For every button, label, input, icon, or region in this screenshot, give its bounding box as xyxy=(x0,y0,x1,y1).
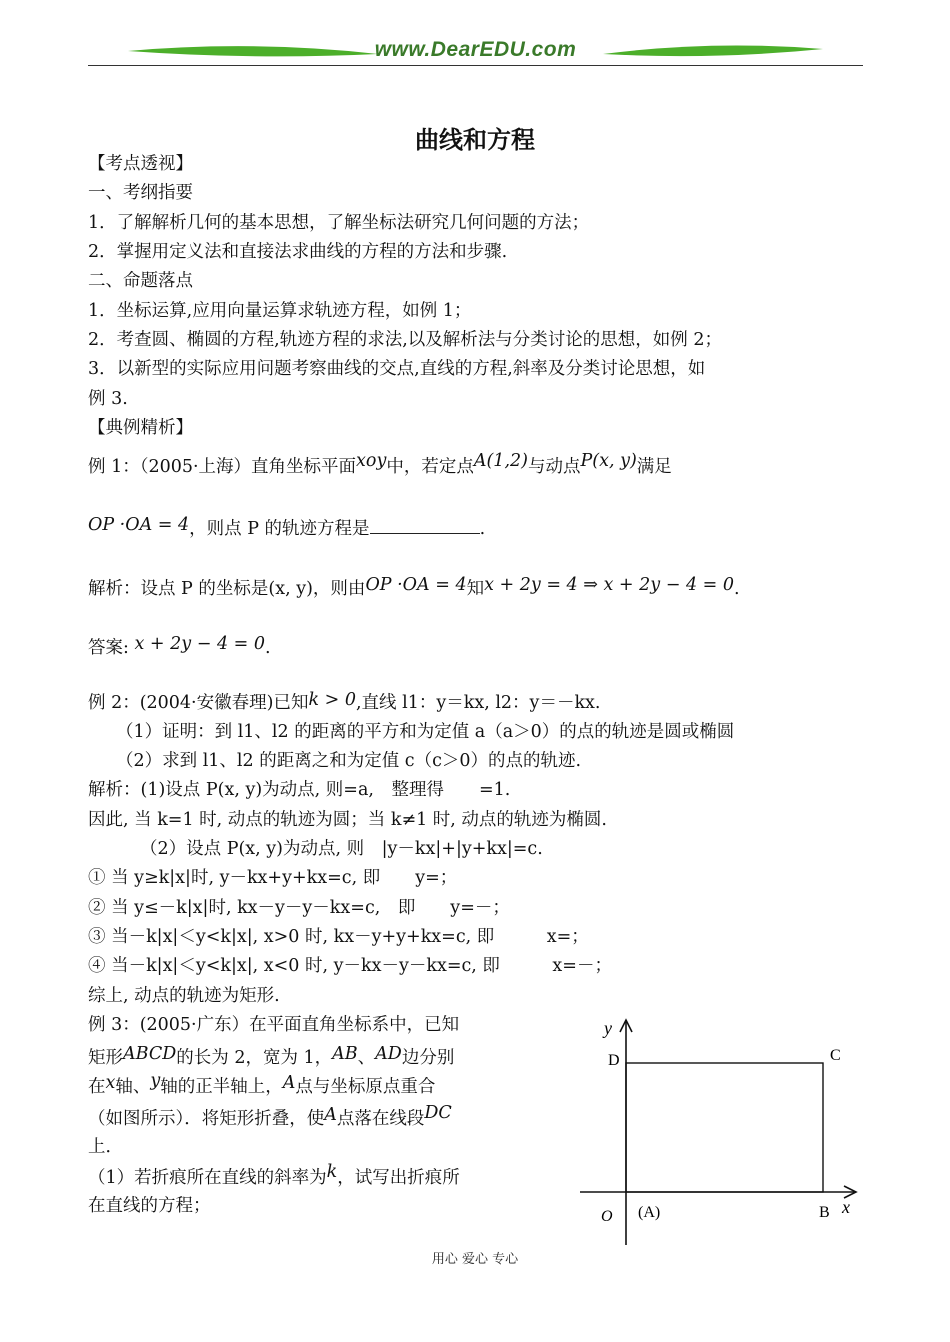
math-point-a: A(1,2) xyxy=(473,451,528,471)
math-k-positive: k > 0 xyxy=(308,690,356,710)
example-3-question-1: （1）若折痕所在直线的斜率为k，试写出折痕所 xyxy=(88,1162,460,1188)
solution-2-conclusion: 综上, 动点的轨迹为矩形. xyxy=(88,986,280,1006)
y-axis-label: y xyxy=(604,1018,612,1038)
math-dot-product: OP ·OA = 4 xyxy=(88,515,190,535)
example-3-line-3: 在x轴、y轴的正半轴上，A点与坐标原点重合 xyxy=(88,1071,436,1097)
site-brand: www.DearEDU.com xyxy=(374,38,577,61)
math-derivation: x + 2y = 4 ⇒ x + 2y − 4 = 0 xyxy=(484,575,735,595)
solution-2-line-2: 因此, 当 k=1 时, 动点的轨迹为圆；当 k≠1 时, 动点的轨迹为椭圆. xyxy=(88,810,607,830)
example-1-condition: OP ·OA = 4，则点 P 的轨迹方程是 . xyxy=(88,515,486,539)
example-3-line-2: 矩形ABCD的长为 2，宽为 1，AB、AD边分别 xyxy=(88,1044,455,1068)
x-axis-label: x xyxy=(842,1197,850,1217)
example-2-question-1: （1）证明：到 l1、l2 的距离的平方和为定值 a（a＞0）的点的轨迹是圆或椭圆 xyxy=(116,722,735,742)
point-a-label: (A) xyxy=(638,1204,661,1221)
syllabus-item-2: 2．掌握用定义法和直接法求曲线的方程的方法和步骤. xyxy=(88,242,508,262)
solution-2-case-2: ② 当 y≤－k|x|时, kx－y－y－kx=c, 即 y=－； xyxy=(88,898,510,918)
focus-item-3: 3．以新型的实际应用问题考察曲线的交点,直线的方程,斜率及分类讨论思想，如 xyxy=(88,359,706,379)
example-3-line-1: 例 3：(2005·广东）在平面直角坐标系中，已知 xyxy=(88,1015,460,1035)
solution-2-line-1: 解析：(1)设点 P(x, y)为动点, 则=a, 整理得 =1. xyxy=(88,780,511,800)
origin-label: O xyxy=(601,1208,613,1225)
solution-2-case-3: ③ 当－k|x|＜y<k|x|, x>0 时, kx－y+y+kx=c, 即 x=； xyxy=(88,927,589,947)
focus-item-1: 1．坐标运算,应用向量运算求轨迹方程，如例 1； xyxy=(88,301,472,321)
solution-2-case-4: ④ 当－k|x|＜y<k|x|, x<0 时, y－kx－y－kx=c, 即 x=－； xyxy=(88,956,612,976)
answer-blank xyxy=(370,519,480,534)
example-3-line-5: 上． xyxy=(88,1137,123,1157)
rectangle-figure xyxy=(580,1010,870,1255)
page-title: 曲线和方程 xyxy=(415,125,535,154)
solution-2-case-1: ① 当 y≥k|x|时, y－kx+y+kx=c, 即 y=； xyxy=(88,868,458,888)
focus-item-3-cont: 例 3. xyxy=(88,389,128,409)
example-1-solution: 解析：设点 P 的坐标是(x, y)，则由OP ·OA = 4知x + 2y = 4 ⇒ x + 2y − 4 = 0. xyxy=(88,575,740,599)
page-header xyxy=(88,30,863,70)
math-point-p: P(x, y) xyxy=(580,451,637,471)
point-c-label: C xyxy=(830,1047,841,1064)
math-answer: x + 2y − 4 = 0 xyxy=(134,634,266,654)
example-2-question-2: （2）求到 l1、l2 的距离之和为定值 c（c＞0）的点的轨迹. xyxy=(116,751,582,771)
math-dot-product-2: OP ·OA = 4 xyxy=(365,575,467,595)
math-xoy: xoy xyxy=(356,451,387,471)
rectangle-abcd xyxy=(626,1063,823,1192)
subsection-focus: 二、命题落点 xyxy=(88,271,193,291)
example-3-question-1-cont: 在直线的方程； xyxy=(88,1196,211,1216)
example-1-statement: 例 1：（2005·上海）直角坐标平面xoy中，若定点A(1,2)与动点P(x, y)满足 xyxy=(88,451,672,477)
section-heading-examples: 【典例精析】 xyxy=(88,418,193,438)
syllabus-item-1: 1．了解解析几何的基本思想，了解坐标法研究几何问题的方法； xyxy=(88,213,590,233)
example-2-statement: 例 2：(2004·安徽春理)已知k > 0,直线 l1：y＝kx, l2：y＝－kx. xyxy=(88,690,601,713)
subsection-syllabus: 一、考纲指要 xyxy=(88,183,193,203)
point-b-label: B xyxy=(819,1204,830,1221)
example-1-answer: 答案: x + 2y − 4 = 0. xyxy=(88,634,271,658)
focus-item-2: 2．考查圆、椭圆的方程,轨迹方程的求法,以及解析法与分类讨论的思想，如例 2； xyxy=(88,330,722,350)
section-heading-exam-points: 【考点透视】 xyxy=(88,154,193,174)
example-3-line-4: （如图所示）．将矩形折叠，使A点落在线段DC xyxy=(88,1103,452,1129)
point-d-label: D xyxy=(608,1052,620,1069)
solution-2-line-3: （2）设点 P(x, y)为动点, 则 |y－kx|+|y+kx|=c. xyxy=(140,839,543,859)
page-footer: 用心 爱心 专心 xyxy=(431,1252,519,1267)
header-rule xyxy=(88,65,863,66)
